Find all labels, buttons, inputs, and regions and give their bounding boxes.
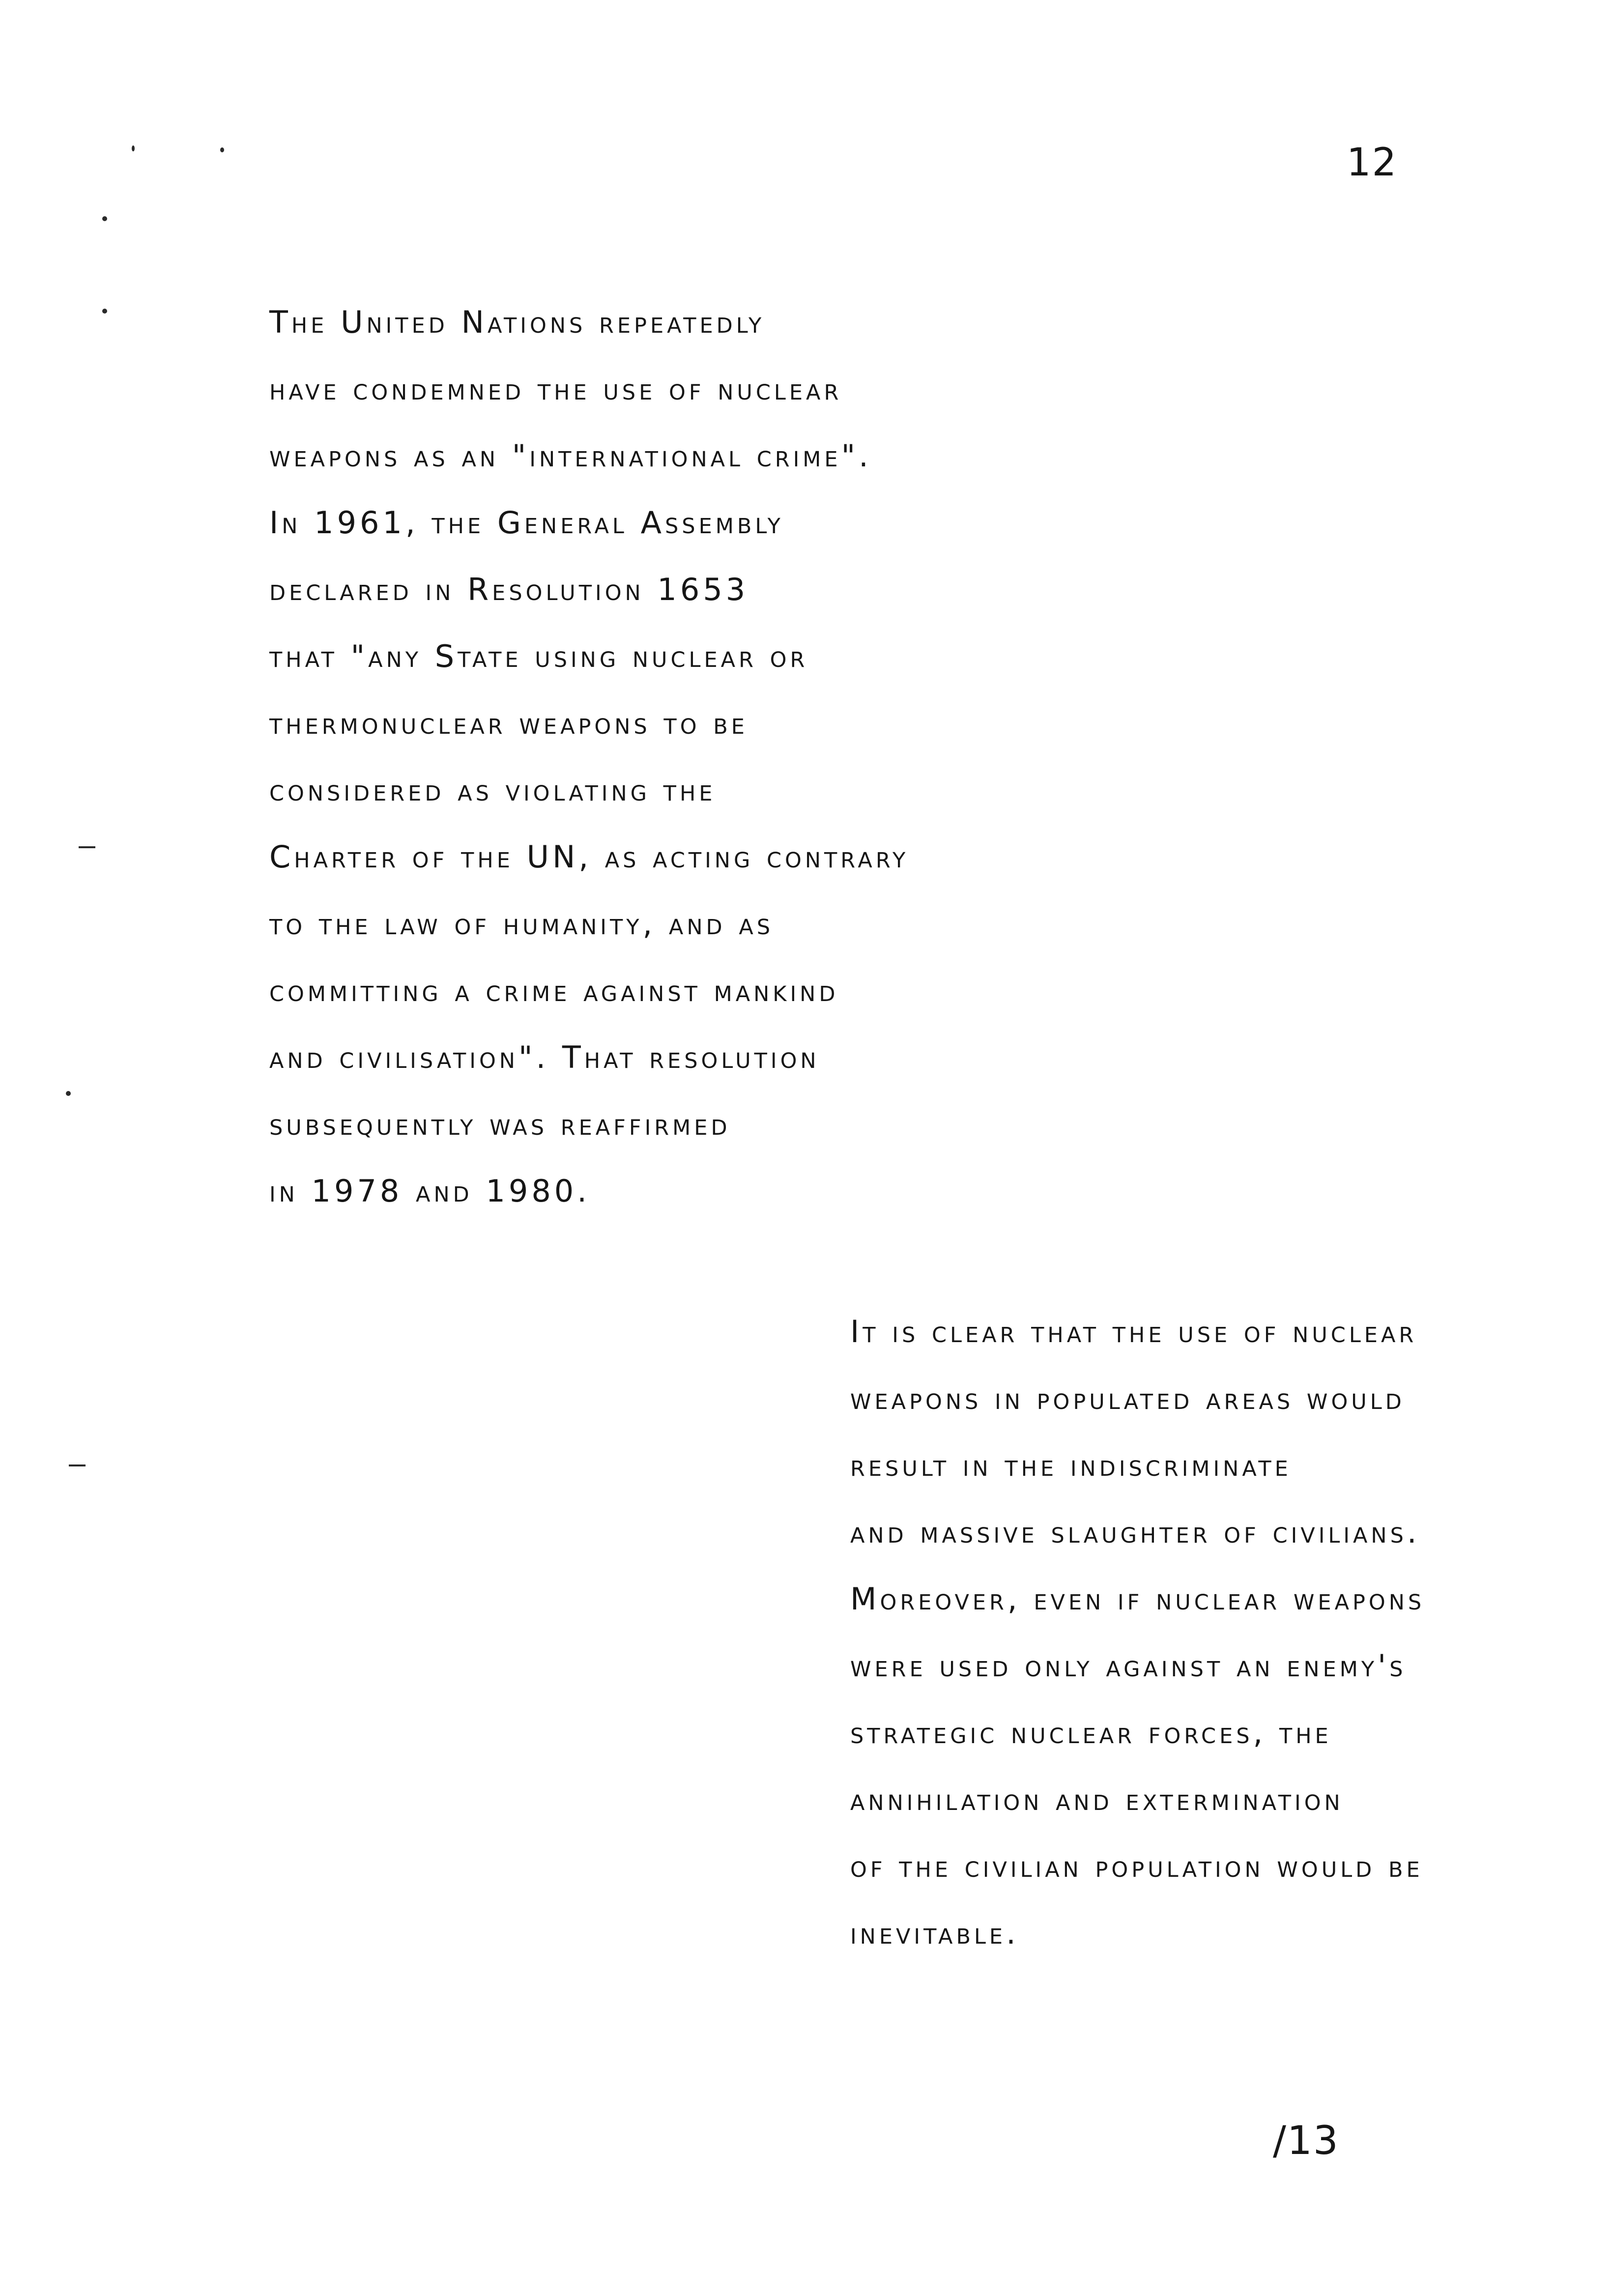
text-line: considered as violating the (269, 772, 716, 808)
text-line: and civilisation". That resolution (269, 1039, 820, 1075)
scan-speck (132, 145, 135, 151)
text-line: weapons in populated areas would (850, 1380, 1405, 1416)
text-line: annihilation and extermination (850, 1781, 1344, 1817)
text-line: that "any State using nuclear or (269, 638, 808, 674)
text-line: committing a crime against mankind (269, 973, 839, 1008)
text-line: have condemned the use of nuclear (269, 371, 842, 407)
continuation-marker: /13 (1273, 2118, 1339, 2163)
page-number: 12 (1347, 141, 1398, 185)
text-line: strategic nuclear forces, the (850, 1715, 1332, 1751)
paragraph (850, 1307, 1425, 1976)
text-line: The United Nations repeatedly (269, 304, 765, 340)
text-line: inevitable. (850, 1915, 1019, 1951)
text-line: Moreover, even if nuclear weapons (850, 1581, 1425, 1617)
text-line: declared in Resolution 1653 (269, 572, 749, 607)
text-line: subsequently was reaffirmed (269, 1106, 731, 1142)
text-line: weapons as an "international crime". (269, 438, 872, 474)
text-line: of the civilian population would be (850, 1848, 1423, 1884)
scan-speck (102, 309, 107, 314)
text-line: Charter of the UN, as acting contrary (269, 839, 909, 875)
scan-speck (220, 147, 224, 152)
paragraph (269, 298, 909, 1234)
text-line: in 1978 and 1980. (269, 1173, 590, 1209)
text-line: to the law of humanity, and as (269, 906, 774, 942)
text-line: It is clear that the use of nuclear (850, 1314, 1417, 1349)
margin-dash (79, 846, 95, 848)
text-line: In 1961, the General Assembly (269, 505, 784, 541)
margin-dash (69, 1464, 86, 1466)
scan-speck (66, 1091, 71, 1096)
text-line: thermonuclear weapons to be (269, 705, 748, 741)
scan-speck (102, 216, 107, 221)
text-line: result in the indiscriminate (850, 1447, 1292, 1483)
text-line: were used only against an enemy's (850, 1648, 1407, 1684)
text-line: and massive slaughter of civilians. (850, 1514, 1420, 1550)
